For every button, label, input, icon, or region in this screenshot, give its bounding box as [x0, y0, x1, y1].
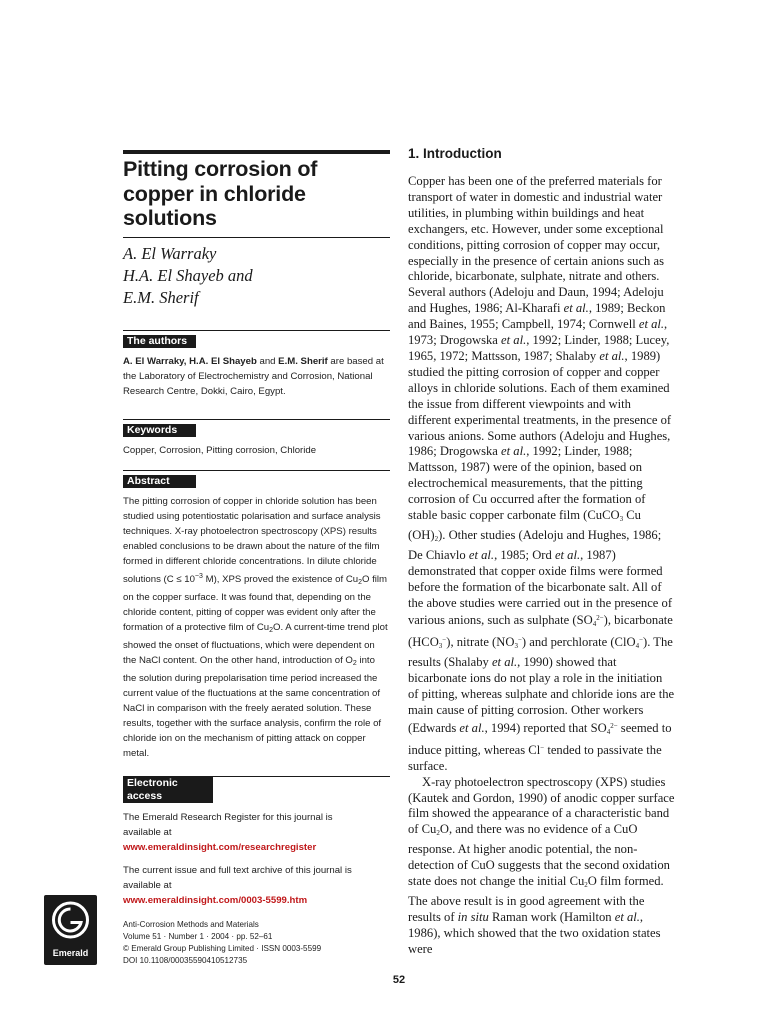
- keywords-section: [123, 420, 390, 458]
- article-authors: [123, 243, 390, 309]
- abstract-text: [123, 494, 390, 761]
- intro-sub: 4: [592, 620, 597, 629]
- intro-sup: −: [639, 636, 644, 645]
- author-line: H.A. El Shayeb and: [123, 265, 253, 285]
- intro-text: Cu (OH): [408, 508, 641, 542]
- abstract-sub: 2: [352, 659, 357, 667]
- abstract-section: [123, 471, 390, 761]
- intro-sup: 2−: [596, 614, 604, 623]
- journal-copyright: © Emerald Group Publishing Limited · ISSN 0003-5599: [123, 944, 322, 953]
- journal-doi: DOI 10.1108/00035590410512735: [123, 956, 248, 965]
- abstract-part: M), XPS proved the existence of Cu: [202, 573, 359, 585]
- introduction-heading: 1. Introduction: [408, 146, 502, 161]
- intro-text: tended to passivate the surface.: [408, 742, 662, 773]
- intro-text: , 1989; Beckon and Baines, 1955; Campbell, 1974; Cornwell: [408, 301, 666, 332]
- section-heading-authors: The authors: [123, 335, 196, 348]
- emerald-e-icon: [44, 895, 97, 947]
- affiliation-text: are based at the Laboratory of Electrochemistry and Corrosion, National Research Centre, Dokki, Cairo, Egypt.: [123, 355, 384, 397]
- archive-text: [123, 863, 373, 908]
- intro-sup: −: [540, 743, 545, 752]
- intro-text: ), nitrate (NO: [446, 635, 515, 650]
- intro-sub: 2: [584, 881, 588, 890]
- journal-info: [123, 919, 393, 967]
- intro-etal: et al.: [554, 547, 581, 562]
- page-number: 52: [392, 974, 406, 986]
- journal-volume: Volume 51 · Number 1 · 2004 · pp. 52–61: [123, 932, 273, 941]
- intro-text: Raman work (Hamilton: [488, 909, 615, 924]
- intro-text: X-ray photoelectron spectroscopy (XPS) studies (Kautek and Gordon, 1990) of anodic copper surface film showed the appearance of a characteristic band of Cu: [408, 774, 675, 837]
- intro-sub: 3: [514, 642, 518, 651]
- intro-etal: et al.: [501, 444, 527, 459]
- abstract-part: The pitting corrosion of copper in chloride solution has been studied using potentiostatic polarisation and surface analysis techniques. X-ray photoelectron spectroscopy (XPS) results enabled conclusions to be drawn about the nature of the film formed in different chloride concentrations. In dilute chloride solutions (C ≤ 10: [123, 495, 381, 585]
- the-authors-section: [123, 331, 390, 399]
- title-line: copper in chloride: [123, 181, 306, 206]
- author-line: E.M. Sherif: [123, 287, 199, 307]
- intro-sub: 3: [619, 515, 624, 524]
- title-line: solutions: [123, 206, 217, 230]
- section-heading-abstract: Abstract: [123, 475, 196, 488]
- intro-text: O, and there was no evidence of a CuO response. At higher anodic potential, the non-detection of CuO suggests that the second oxidation state does not change the initial Cu: [408, 822, 670, 889]
- section-heading-keywords: Keywords: [123, 424, 196, 437]
- article-title: [123, 157, 390, 231]
- intro-sub: 2: [434, 534, 439, 543]
- intro-sub: 4: [606, 727, 611, 736]
- intro-etal: et al.: [501, 333, 527, 348]
- intro-text: , 1992; Linder, 1988; Lucey, 1965, 1972; Mattsson, 1987; Shalaby: [408, 333, 670, 363]
- intro-etal: et al.: [468, 547, 495, 562]
- title-line: Pitting corrosion of: [123, 157, 318, 181]
- journal-name: Anti-Corrosion Methods and Materials: [123, 920, 259, 929]
- keywords-text: Copper, Corrosion, Pitting corrosion, Chloride: [123, 444, 317, 456]
- intro-text: , 1986), which showed that the two oxidation states were: [408, 909, 661, 956]
- archive-description: The current issue and full text archive of this journal is available at: [123, 864, 352, 891]
- abstract-sub: 2: [358, 578, 362, 586]
- author-last: E.M. Sherif: [278, 355, 328, 367]
- abstract-part: O. A current-time trend plot showed the onset of fluctuations, which were dependent on the NaCl content. On the other hand, introduction of O: [123, 621, 388, 666]
- intro-sub: 3: [438, 642, 443, 651]
- register-description: The Emerald Research Register for this journal is available at: [123, 811, 333, 838]
- intro-etal: et al.: [638, 317, 665, 332]
- intro-text: seemed to induce pitting, whereas Cl: [408, 720, 672, 757]
- authors-affiliation: [123, 354, 390, 399]
- abstract-part: O film on the copper surface. It was found that, depending on the chloride content, pitting of copper was evident only after the formation of a protective film of Cu: [123, 573, 388, 633]
- intro-sup: −: [442, 636, 447, 645]
- electronic-access-section: [123, 777, 390, 908]
- introduction-paragraph-2: [408, 775, 675, 958]
- intro-text: , 1992; Linder, 1988; Mattsson, 1987) were of the opinion, based on electrochemical measurements, that the pitting corrosion of Cu occurred after the formation of stable basic copper carbonate film (CuCO: [408, 444, 646, 523]
- intro-text: ). The results (Shalaby: [408, 635, 673, 670]
- and-text: and: [256, 355, 279, 367]
- journal-archive-link[interactable]: www.emeraldinsight.com/0003-5599.htm: [123, 894, 308, 906]
- intro-etal: et al.: [491, 655, 518, 670]
- intro-text: O film formed. The above result is in good agreement with the results of: [408, 874, 664, 924]
- intro-sub: 2: [436, 829, 440, 838]
- left-column: [123, 150, 390, 908]
- emerald-logo-label: Emerald: [52, 948, 89, 958]
- research-register-link[interactable]: www.emeraldinsight.com/researchregister: [123, 841, 317, 853]
- intro-etal: et al.: [563, 301, 589, 316]
- intro-sup: −: [517, 636, 522, 645]
- author-line: A. El Warraky: [123, 243, 217, 263]
- intro-text: , 1973; Drogowska: [408, 317, 668, 348]
- intro-sub: 4: [635, 642, 640, 651]
- intro-text: Copper has been one of the preferred materials for transport of water in domestic and industrial water utilities, in plumbing within buildings and heat exchangers, etc. However, under some exceptional conditions, pitting corrosion of copper may occur, especially in the presence of certain anions such as chloride, bicarbonate, sulphate, nitrate and others. Several authors (Adeloju and Daun, 1994; Adeloju and Hughes, 1986; Al-Kharafi: [408, 174, 664, 316]
- intro-text: ), bicarbonate (HCO: [408, 613, 673, 650]
- author-names: A. El Warraky, H.A. El Shayeb: [123, 355, 257, 367]
- intro-etal: et al.: [459, 720, 485, 735]
- title-top-rule: [123, 150, 390, 154]
- intro-etal: et al.: [614, 909, 640, 924]
- intro-text: , 1987) demonstrated that copper oxide films were formed before the formation of the bicarbonate salt. All of the above studies were carried out in the presence of various anions, such as sulphate (SO: [408, 547, 673, 628]
- introduction-paragraph-1: [408, 174, 675, 775]
- intro-text: ). Other studies (Adeloju and Hughes, 1986; De Chiavlo: [408, 527, 662, 562]
- title-bottom-rule: [123, 237, 390, 238]
- right-column: [408, 146, 675, 958]
- section-heading-electronic-access: Electronic access: [123, 777, 213, 803]
- abstract-part: into the solution during prepolarisation time period increased the current value of the fluctuations at the same concentration of NaCl in comparison with the freely aerated solution. These results, together with the surface analysis, confirm the role of chloride ion on the mechanism of pitting attack on copper metal.: [123, 654, 382, 759]
- intro-insitu: in situ: [457, 909, 489, 924]
- abstract-sup: −3: [194, 572, 203, 580]
- abstract-sub: 2: [269, 626, 274, 634]
- intro-etal: et al.: [599, 348, 625, 363]
- intro-text: , 1990) showed that bicarbonate ions do not play a role in the initiation of pitting, whereas sulphate and chloride ions are the main cause of pitting corrosion. Other workers (Edwards: [408, 655, 675, 735]
- intro-text: , 1985; Ord: [494, 547, 555, 562]
- register-text: [123, 810, 353, 855]
- intro-text: ) and perchlorate (ClO: [521, 635, 636, 650]
- intro-text: , 1994) reported that SO: [484, 720, 607, 735]
- intro-text: , 1989) studied the pitting corrosion of copper and copper alloys in chloride solutions. Each of them examined the issue from different viewpoints and with different experimental treatments, in the presence of various anions. Some authors (Adeloju and Hughes, 1986; Drogowska: [408, 348, 672, 459]
- intro-sup: 2−: [610, 721, 618, 730]
